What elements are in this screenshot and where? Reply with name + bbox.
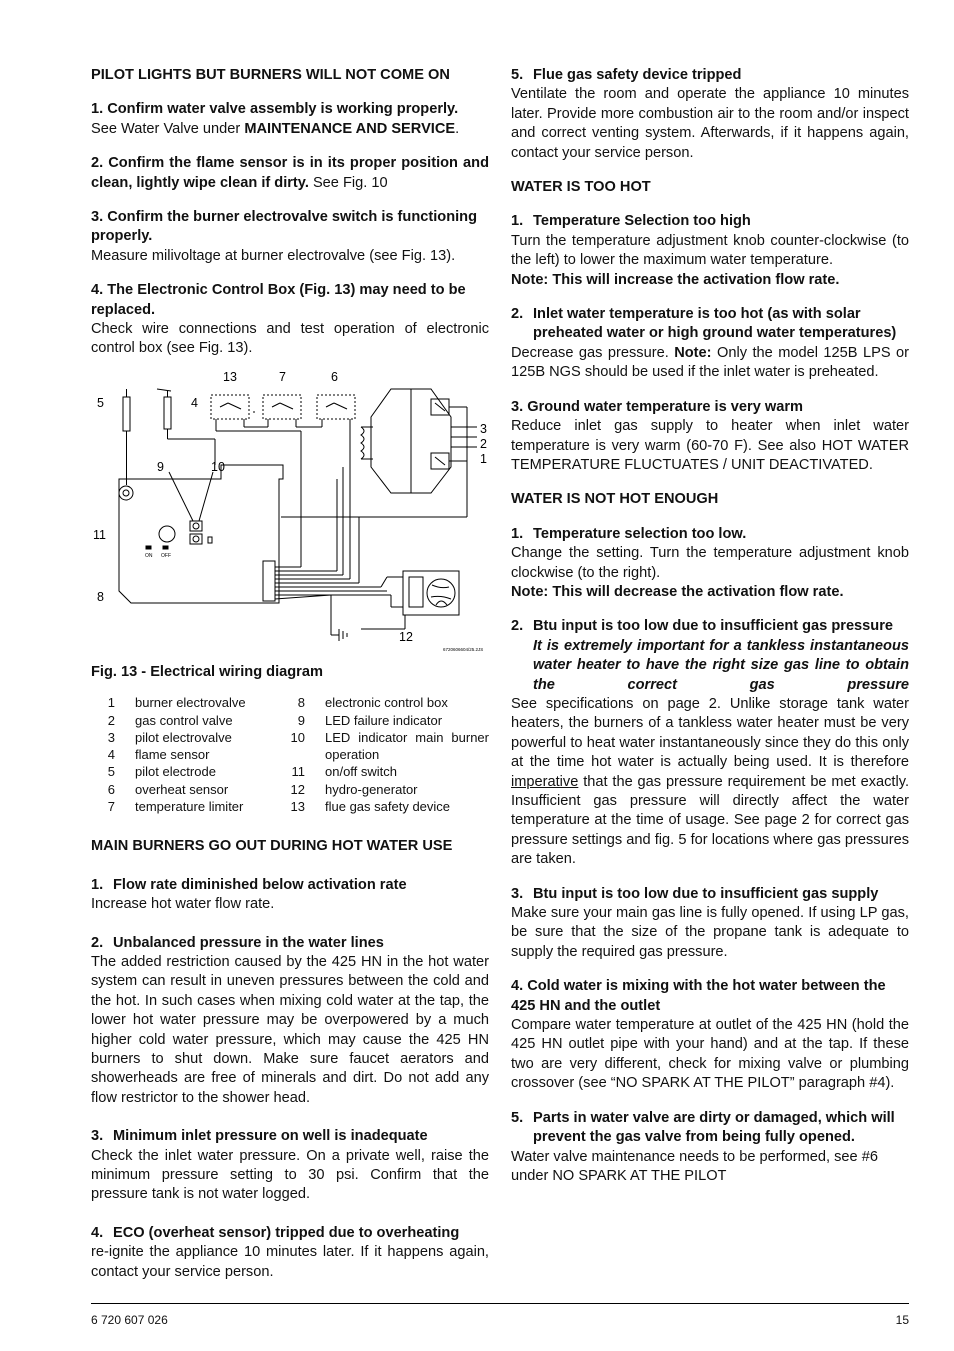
doc-number: 6 720 607 026 — [91, 1313, 168, 1327]
legend-item: 13 flue gas safety device — [290, 799, 451, 815]
diagram-label-2: 2 — [480, 436, 487, 451]
s4-item5-heading: 5. Parts in water valve are dirty or damaged, which will prevent the gas valve from being fully opened. — [511, 1109, 895, 1146]
legend-item: 3 pilot electrovalve — [107, 729, 232, 745]
s4-item2-italic: It is extremely important for a tankless instantaneous water heater to have the right size gas line to obtain the correct gas pressure — [533, 637, 909, 693]
s1-item1-text: See Water Valve under MAINTENANCE AND SERVICE. — [91, 120, 460, 137]
s3-item1-heading: 1. Temperature Selection too high — [511, 213, 751, 230]
diagram-label-10: 10 — [211, 459, 225, 474]
legend-item: 10 LED indicator main burner operation — [290, 729, 489, 763]
diagram-label-12: 12 — [399, 629, 413, 644]
s2-item2-text: The added restriction caused by the 425 HN in the hot water system can result in uneven pressures between the cold and the hot. In such cases when mixing cold water at the tap, the lower hot water pressure may be overpowered by a much higher cold water pressure, which may cause the 425 HN burners to shut down. Make sure faucet aerators and showerheads are free of minerals and dirt. Do not add any flow restrictor to the shower head. — [91, 953, 489, 1106]
s1-item1-heading: 1. Confirm water valve assembly is working properly. — [91, 101, 459, 118]
section-heading-not-hot-enough: WATER IS NOT HOT ENOUGH — [511, 491, 719, 508]
s3-item3-text: Reduce inlet gas supply to heater when inlet water temperature is very warm (60-70 F). See also HOT WATER TEMPERATURE FLUCTUATES / UNIT DEACTIVATED. — [511, 418, 909, 473]
legend-item: 1 burner electrovalve — [107, 695, 246, 711]
diagram-label-8: 8 — [97, 589, 104, 604]
s2-item1-text: Increase hot water flow rate. — [91, 896, 275, 913]
s3-item2-heading: 2. Inlet water temperature is too hot (as with solar preheated water or high ground water temperatures) — [511, 306, 897, 342]
legend-item: 5 pilot electrode — [107, 764, 216, 780]
diagram-label-13: 13 — [223, 369, 237, 384]
diagram-label-4: 4 — [191, 395, 198, 410]
diagram-label-3: 3 — [480, 421, 487, 436]
s2-item1-heading: 1. Flow rate diminished below activation rate — [91, 876, 407, 893]
s2-item2-heading: 2. Unbalanced pressure in the water lines — [91, 934, 384, 951]
diagram-label-7: 7 — [279, 369, 286, 384]
diagram-label-9: 9 — [157, 459, 164, 474]
section-heading-too-hot: WATER IS TOO HOT — [511, 179, 651, 196]
s4-item3-heading: 3. Btu input is too low due to insufficient gas supply — [511, 885, 879, 902]
legend-item: 11 on/off switch — [291, 764, 398, 780]
s2-item4-heading: 4. ECO (overheat sensor) tripped due to overheating — [91, 1224, 460, 1241]
diagram-label-1: 1 — [480, 451, 487, 466]
figure-legend — [91, 694, 489, 815]
s4-item1-text: Change the setting. Turn the temperature adjustment knob clockwise (to the right). — [511, 545, 909, 581]
s1-item3-text: Measure milivoltage at burner electrovalve (see Fig. 13). — [91, 247, 456, 264]
page-number: 15 — [895, 1313, 909, 1327]
legend-column-right — [281, 694, 489, 815]
s3-item1-note: Note: This will increase the activation flow rate. — [511, 271, 840, 288]
switch-off-label: OFF — [161, 552, 171, 559]
s3-item2-text: Decrease gas pressure. Note: Only the model 125B LPS or 125B NGS should be used if the inlet water is preheated. — [511, 344, 909, 381]
legend-item: 7 temperature limiter — [107, 799, 244, 815]
s2-item5-heading: 5. Flue gas safety device tripped — [511, 67, 742, 83]
footer-rule — [91, 1303, 909, 1304]
s1-item4-heading: 4. The Electronic Control Box (Fig. 13) may need to be replaced. — [91, 282, 466, 318]
left-column — [91, 66, 489, 1282]
figure-caption: Fig. 13 - Electrical wiring diagram — [91, 663, 323, 680]
s2-item3-heading: 3. Minimum inlet pressure on well is inadequate — [91, 1128, 428, 1145]
s3-item3-heading: 3. Ground water temperature is very warm — [511, 398, 803, 415]
s1-item2: 2. Confirm the flame sensor is in its proper position and clean, lightly wipe clean if dirty. See Fig. 10 — [91, 155, 489, 191]
diagram-label-5: 5 — [97, 395, 104, 410]
legend-item: 8 electronic control box — [297, 695, 448, 711]
diagram-label-11: 11 — [93, 527, 106, 542]
s2-item3-text: Check the inlet water pressure. On a private well, raise the minimum pressure setting to 30 psi. Confirm that the pressure tank is not water logged. — [91, 1147, 489, 1203]
s4-item1-heading: 1. Temperature selection too low. — [511, 525, 747, 542]
legend-item: 9 LED failure indicator — [297, 712, 443, 728]
legend-item: 6 overheat sensor — [107, 781, 229, 797]
s2-item5-text: Ventilate the room and operate the appliance 10 minutes later. Provide more combustion air to the room and/or inspect and correct venting system. Afterwards, if it happens again, contact your service person. — [511, 86, 909, 161]
s4-item4-heading: 4. Cold water is mixing with the hot water between the 425 HN and the outlet — [511, 978, 886, 1014]
s4-item1-note: Note: This will decrease the activation flow rate. — [511, 583, 844, 600]
electrical-wiring-diagram — [91, 367, 489, 657]
s1-item3-heading: 3. Confirm the burner electrovalve switch is functioning properly. — [91, 209, 477, 245]
s3-item1-text: Turn the temperature adjustment knob counter-clockwise (to the left) to lower the maximum water temperature. — [511, 232, 909, 269]
s1-item4-text: Check wire connections and test operation of electronic control box (see Fig. 13). — [91, 321, 489, 357]
diagram-label-6: 6 — [331, 369, 338, 384]
diagram-code: 6720606604/25.2JS — [443, 646, 484, 652]
s2-item4-text: re-ignite the appliance 10 minutes later. If it happens again, contact your service person. — [91, 1244, 489, 1280]
s4-item5-text: Water valve maintenance needs to be performed, see #6 under NO SPARK AT THE PILOT — [511, 1148, 878, 1184]
legend-column-left — [91, 694, 281, 815]
s4-item2-text: See specifications on page 2. Unlike storage tank water heaters, the burners of a tankless water heater must be very powerful to heat water instantaneously since they do this only at the time hot water is actually being used. It is therefore imperative that the gas pressure requirement be met exactly. Insufficient gas pressure will directly affect the water temperature at the time of usage. See page 2 for correct gas pressure settings and fig. 5 for locations where gas pressures are taken. — [511, 695, 909, 868]
right-column — [511, 66, 909, 1186]
legend-item: 4 flame sensor — [107, 747, 210, 763]
switch-on-label: ON — [145, 552, 153, 559]
s4-item4-text: Compare water temperature at outlet of the 425 HN (hold the 425 HN outlet pipe with your hand) and at the tap. If these two are very different, check for mixing valve or plumbing crossover (see “NO SPARK AT THE PILOT” paragraph #4). — [511, 1017, 909, 1092]
s4-item3-text: Make sure your main gas line is fully opened. If using LP gas, be sure that the size of the propane tank is adequate to supply the required gas pressure. — [511, 905, 909, 960]
section-heading-pilot-lights: PILOT LIGHTS BUT BURNERS WILL NOT COME ON — [91, 67, 450, 83]
legend-item: 2 gas control valve — [107, 712, 233, 728]
s4-item2-heading: 2. Btu input is too low due to insufficient gas pressure — [511, 618, 893, 635]
legend-item: 12 hydro-generator — [290, 781, 418, 797]
section-heading-main-burners: MAIN BURNERS GO OUT DURING HOT WATER USE — [91, 838, 453, 855]
